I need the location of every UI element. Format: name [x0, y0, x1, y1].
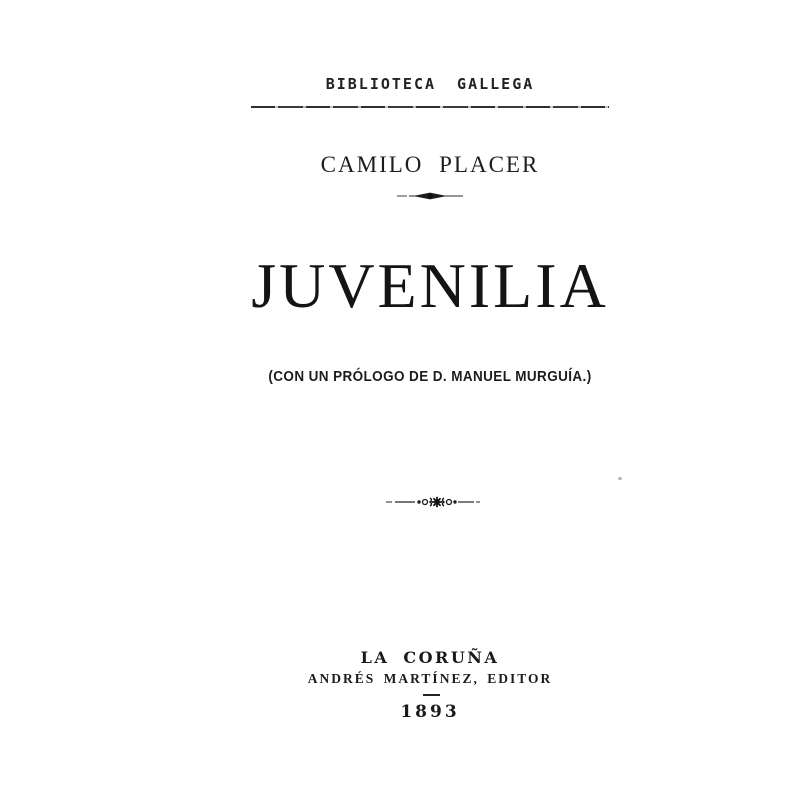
- series-title: BIBLIOTECA GALLEGA: [325, 75, 535, 93]
- imprint-year: 1893: [400, 702, 460, 722]
- tapered-rule-icon: [397, 188, 463, 198]
- book-title: JUVENILIA: [251, 250, 609, 321]
- imprint-publisher: ANDRÉS MARTÍNEZ, EDITOR: [307, 671, 553, 686]
- prologue-note: (CON UN PRÓLOGO DE D. MANUEL MURGUÍA.): [268, 367, 592, 385]
- author-name: CAMILO PLACER: [320, 152, 540, 177]
- year-rule-icon: [423, 694, 440, 696]
- scan-speck: [618, 477, 622, 480]
- imprint-city: LA CORUÑA: [360, 648, 500, 667]
- dotted-scroll-ornament-icon: [386, 495, 480, 509]
- series-rule-icon: [251, 106, 609, 108]
